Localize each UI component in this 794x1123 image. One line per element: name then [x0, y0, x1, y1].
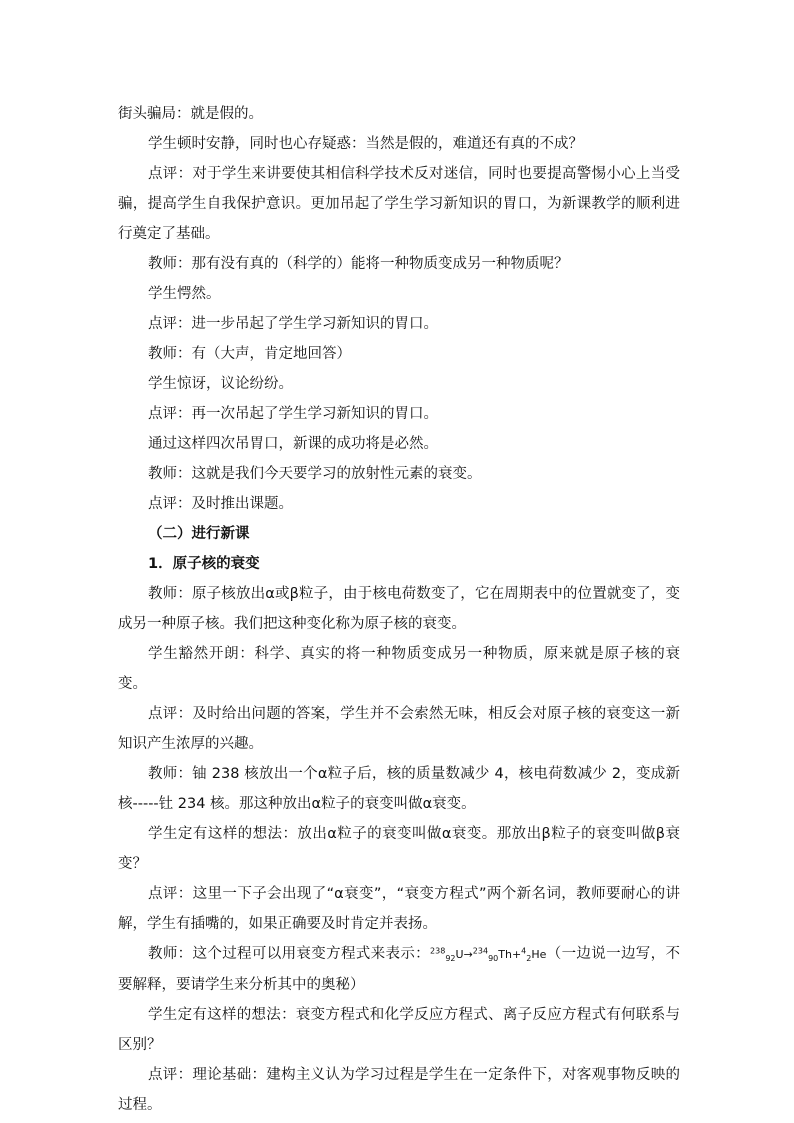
paragraph-teacher-yes: 教师：有（大声，肯定地回答）: [148, 346, 351, 362]
uranium-mass-number: 238: [430, 946, 446, 956]
paragraph-comment-again: 点评：再一次吊起了学生学习新知识的胃口。: [148, 406, 438, 422]
arrow-symbol: →: [463, 948, 473, 961]
paragraph-comment-appetite: 点评：进一步吊起了学生学习新知识的胃口。: [148, 316, 438, 332]
thorium-mass-number: 234: [472, 946, 489, 956]
paragraph-teacher-uranium: 教师：铀 238 核放出一个α粒子后，核的质量数减少 4，核电荷数减少 2，变成新核-----钍 234 核。那这种放出α粒子的衰变叫做α衰变。: [118, 766, 680, 812]
paragraph-comment-science: 点评：对于学生来讲要使其相信科学技术反对迷信，同时也要提高警惕小心上当受骗，提高学生自我保护意识。更加吊起了学生学习新知识的胃口，为新课教学的顺利进行奠定了基础。: [118, 166, 680, 242]
document-body: [118, 99, 680, 1120]
paragraph-teacher-topic: 教师：这就是我们今天要学习的放射性元素的衰变。: [148, 466, 482, 482]
paragraph-four-times: 通过这样四次吊胃口，新课的成功将是必然。: [148, 436, 438, 452]
paragraph-comment-theory: 点评：理论基础：建构主义认为学习过程是学生在一定条件下，对客观事物反映的过程。: [118, 1067, 680, 1113]
paragraph-student-beta: 学生定有这样的想法：放出α粒子的衰变叫做α衰变。那放出β粒子的衰变叫做β衰变？: [118, 826, 680, 872]
paragraph-comment-answer: 点评：及时给出问题的答案，学生并不会索然无味，相反会对原子核的衰变这一新知识产生浓厚的兴趣。: [118, 706, 680, 752]
section-heading-new-lesson: （二）进行新课: [148, 526, 250, 542]
uranium-symbol: U: [455, 948, 464, 961]
thorium-charge-number: 90: [488, 954, 499, 964]
uranium-charge-number: 92: [445, 954, 456, 964]
paragraph-scam: 街头骗局：就是假的。: [118, 106, 263, 122]
paragraph-teacher-decay: 教师：原子核放出α或β粒子，由于核电荷数变了，它在周期表中的位置就变了，变成另一种原子核。我们把这种变化称为原子核的衰变。: [118, 586, 680, 632]
equation-note-text: （一边说一边写，不要解释，要请学生来分析其中的奥秘）: [118, 946, 680, 993]
paragraph-comment-new-terms: 点评：这里一下子会出现了“α衰变”，“衰变方程式”两个新名词，教师要耐心的讲解，学生有插嘴的，如果正确要及时肯定并表扬。: [118, 886, 680, 932]
paragraph-student-stunned: 学生愕然。: [148, 286, 221, 302]
helium-charge-number: 2: [526, 954, 532, 964]
equation-intro-text: 教师：这个过程可以用衰变方程式来表示：: [148, 946, 431, 962]
paragraph-teacher-equation: [118, 939, 680, 1000]
paragraph-student-doubt: 学生顿时安静，同时也心存疑惑：当然是假的，难道还有真的不成？: [148, 136, 583, 152]
thorium-symbol: Th+: [498, 948, 522, 961]
helium-symbol: He: [531, 948, 547, 961]
paragraph-student-equation-question: 学生定有这样的想法：衰变方程式和化学反应方程式、离子反应方程式有何联系与区别？: [118, 1007, 680, 1053]
paragraph-student-surprised: 学生惊讶，议论纷纷。: [148, 376, 293, 392]
decay-equation: [430, 946, 547, 964]
paragraph-comment-topic: 点评：及时推出课题。: [148, 496, 293, 512]
helium-mass-number: 4: [521, 946, 527, 956]
subsection-heading-decay: 1．原子核的衰变: [148, 556, 260, 572]
paragraph-student-enlightened: 学生豁然开朗：科学、真实的将一种物质变成另一种物质，原来就是原子核的衰变。: [118, 646, 680, 692]
paragraph-teacher-question: 教师：那有没有真的（科学的）能将一种物质变成另一种物质呢？: [148, 256, 569, 272]
